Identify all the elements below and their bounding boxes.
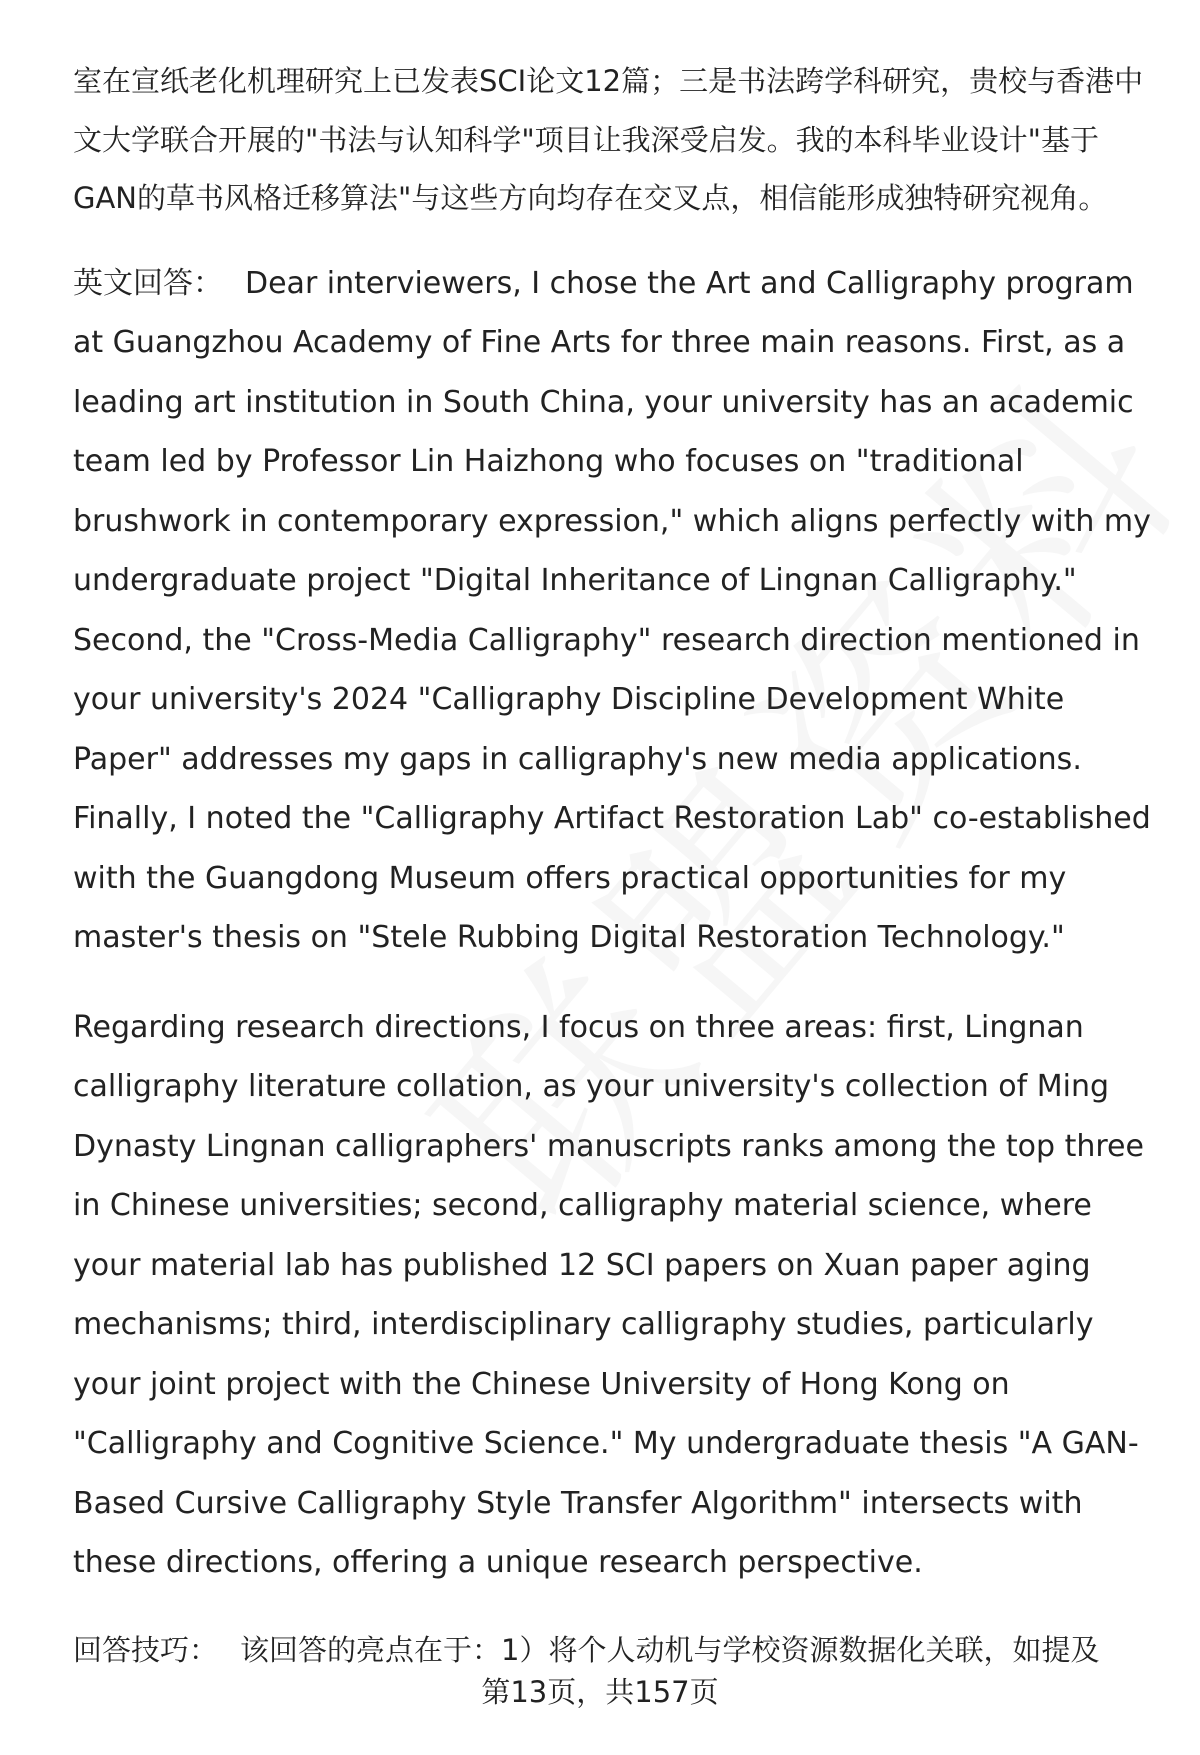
answer-tips-text: 该回答的亮点在于：1）将个人动机与学校资源数据化关联，如提及	[240, 1632, 1100, 1667]
paragraph-english-answer	[73, 254, 1163, 968]
document-body	[73, 52, 1163, 1679]
paragraph-research-directions: Regarding research directions, I focus on three areas: first, Lingnan calligraphy literature collation, as your university's collection of Ming Dynasty Lingnan calligraphers' manuscripts ranks among the top three in Chinese universities; second, calligraphy material science, where your material lab has published 12 SCI papers on Xuan paper aging mechanisms; third, interdisciplinary calligraphy studies, particularly your joint project with the Chinese University of Hong Kong on "Calligraphy and Cognitive Science." My undergraduate thesis "A GAN-Based Cursive Calligraphy Style Transfer Algorithm" intersects with these directions, offering a unique research perspective.	[73, 1009, 1144, 1580]
paragraph-cn-continuation: 室在宣纸老化机理研究上已发表SCI论文12篇；三是书法跨学科研究，贵校与香港中文大学联合开展的"书法与认知科学"项目让我深受启发。我的本科毕业设计"基于GAN的草书风格迁移算法"与这些方向均存在交叉点，相信能形成独特研究视角。	[73, 64, 1144, 215]
english-answer-text: Dear interviewers, I chose the Art and Calligraphy program at Guangzhou Academy of Fine Arts for three main reasons. First, as a leading art institution in South China, your university has an academic team led by Professor Lin Haizhong who focuses on "traditional brushwork in contemporary expression," which aligns perfectly with my undergraduate project "Digital Inheritance of Lingnan Calligraphy." Second, the "Cross-Media Calligraphy" research direction mentioned in your university's 2024 "Calligraphy Discipline Development White Paper" addresses my gaps in calligraphy's new media applications. Finally, I noted the "Calligraphy Artifact Restoration Lab" co-established with the Guangdong Museum offers practical opportunities for my master's thesis on "Stele Rubbing Digital Restoration Technology."	[73, 265, 1151, 955]
page-footer: 第13页，共157页	[481, 1675, 719, 1709]
paragraph-answer-tips	[73, 1621, 1163, 1680]
english-answer-label: 英文回答：	[73, 265, 223, 301]
answer-tips-label: 回答技巧：	[73, 1632, 219, 1667]
